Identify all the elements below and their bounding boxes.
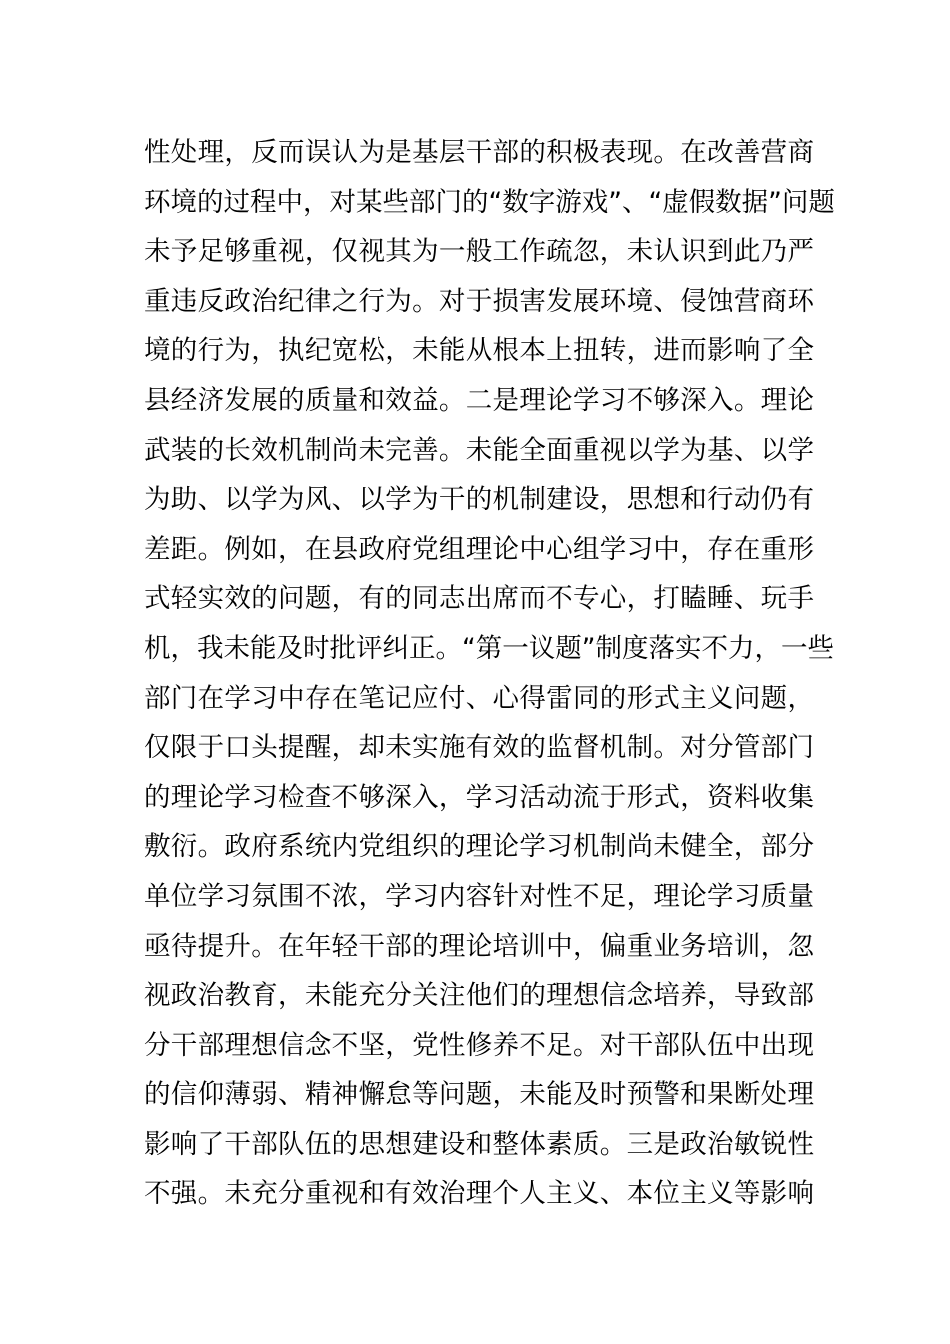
text-line: 仅限于口头提醒，却未实施有效的监督机制。对分管部门 [144, 732, 814, 764]
text-line: 性处理，反而误认为是基层干部的积极表现。在改善营商 [144, 137, 814, 168]
text-line: 的信仰薄弱、精神懈怠等问题，未能及时预警和果断处理 [144, 1079, 814, 1111]
text-line: 亟待提升。在年轻干部的理论培训中，偏重业务培训，忽 [144, 930, 814, 962]
text-line: 重违反政治纪律之行为。对于损害发展环境、侵蚀营商环 [144, 285, 814, 317]
text-line: 影响了干部队伍的思想建设和整体素质。三是政治敏锐性 [144, 1128, 814, 1160]
text-line: 机，我未能及时批评纠正。“第一议题”制度落实不力，一些 [144, 632, 834, 664]
text-line: 为助、以学为风、以学为干的机制建设，思想和行动仍有 [144, 484, 814, 516]
text-line: 武装的长效机制尚未完善。未能全面重视以学为基、以学 [144, 434, 814, 466]
text-line: 式轻实效的问题，有的同志出席而不专心，打瞌睡、玩手 [144, 583, 814, 615]
text-line: 分干部理想信念不坚，党性修养不足。对干部队伍中出现 [144, 1029, 814, 1061]
text-line: 单位学习氛围不浓，学习内容针对性不足，理论学习质量 [144, 880, 814, 912]
text-line: 的理论学习检查不够深入，学习活动流于形式，资料收集 [144, 781, 814, 813]
text-line: 境的行为，执纪宽松，未能从根本上扭转，进而影响了全 [144, 335, 814, 367]
text-line: 差距。例如，在县政府党组理论中心组学习中，存在重形 [144, 533, 814, 565]
text-line: 未予足够重视，仅视其为一般工作疏忽，未认识到此乃严 [144, 236, 814, 268]
text-line: 敷衍。政府系统内党组织的理论学习机制尚未健全，部分 [144, 831, 814, 863]
text-line: 环境的过程中，对某些部门的“数字游戏”、“虚假数据”问题 [144, 186, 835, 218]
text-line: 部门在学习中存在笔记应付、心得雷同的形式主义问题， [144, 682, 814, 714]
body-paragraph [144, 128, 835, 1219]
text-line: 不强。未充分重视和有效治理个人主义、本位主义等影响 [144, 1178, 814, 1210]
text-line: 视政治教育，未能充分关注他们的理想信念培养，导致部 [144, 980, 814, 1012]
text-line: 县经济发展的质量和效益。二是理论学习不够深入。理论 [144, 384, 814, 416]
